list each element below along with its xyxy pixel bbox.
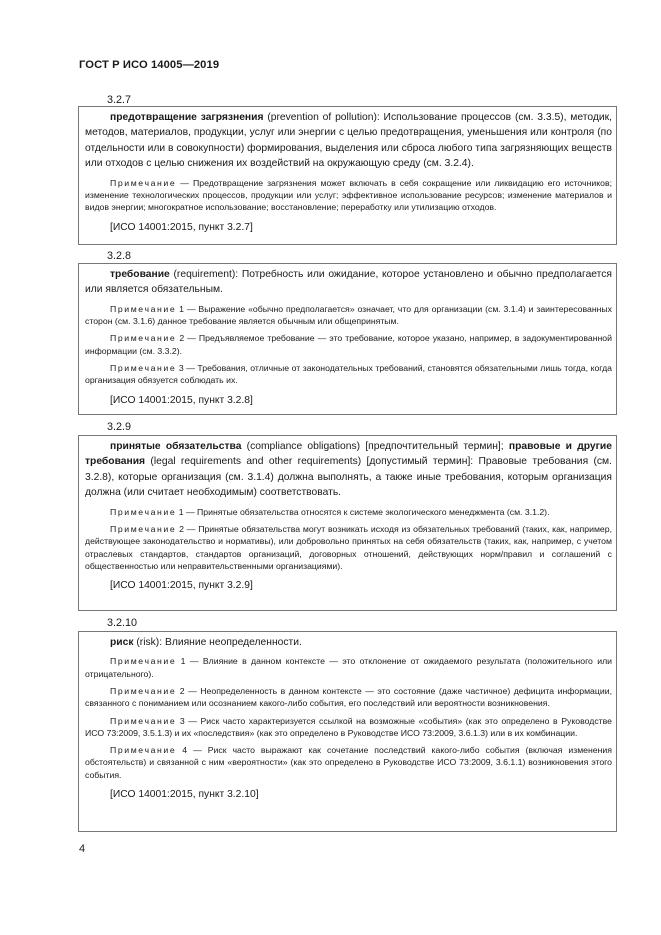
source-reference: [ИСО 14001:2015, пункт 3.2.7]: [110, 221, 253, 233]
term-box-3-2-9: [78, 435, 617, 611]
term-box-3-2-8: [78, 263, 617, 415]
note: [85, 362, 612, 387]
document-header: ГОСТ Р ИСО 14005—2019: [79, 59, 220, 71]
term-box-3-2-10: [78, 631, 617, 832]
entry-number: 3.2.8: [107, 250, 132, 262]
note: [85, 303, 612, 328]
note-label: Примечание: [110, 686, 177, 696]
term: принятые обязательства: [110, 441, 242, 452]
note-label: Примечание: [110, 745, 177, 756]
note-text: 4 — Риск часто выражают как сочетание последствий какого-либо события (включая изменения обстоятельств) и связанной с ним «вероятности» (как это определено в Руководстве ИСО 73:2009, 3.6.1.1) возникновения этого события.: [85, 745, 612, 780]
note: [85, 523, 612, 572]
note: [85, 715, 612, 740]
note-label: Примечание: [110, 333, 177, 344]
definition-text: (compliance obligations) [предпочтительный термин];: [241, 441, 509, 452]
note: [85, 332, 612, 357]
note: [85, 655, 612, 680]
term-box-3-2-7: [78, 106, 617, 245]
term-definition: [85, 110, 612, 172]
note-text: 1 — Выражение «обычно предполагается» означает, что для организации (см. 3.1.4) и заинтересованных сторон (см. 3.1.6) данное требование является обычным или общепринятым.: [85, 303, 612, 327]
note-label: Примечание: [110, 177, 177, 188]
definition-text: (risk): Влияние неопределенности.: [133, 637, 302, 648]
note-label: Примечание: [110, 303, 177, 314]
source-reference: [ИСО 14001:2015, пункт 3.2.10]: [110, 789, 259, 801]
term-definition: [85, 267, 612, 298]
note-label: Примечание: [110, 506, 177, 517]
definition-text: (legal requirements and other requirements) [допустимый термин]: Правовые требования (см. 3.2.8), которые организация (см. 3.1.4) должна выполнять, а также иные требования, которым организация должна (или считает необходимым) соответствовать.: [85, 456, 612, 499]
term: риск: [110, 637, 134, 648]
note-text: 2 — Неопределенность в данном контексте — это состояние (даже частичное) дефицита информации, связанного с пониманием или осознанием какого-либо события, его последствий или вероятности возникновения.: [85, 686, 612, 709]
entry-number: 3.2.10: [107, 617, 138, 629]
term: требование: [110, 269, 170, 280]
note-text: 1 — Влияние в данном контексте — это отклонение от ожидаемого результата (положительного или отрицательного).: [85, 656, 612, 679]
note: [85, 506, 612, 518]
term-definition: [85, 635, 612, 650]
note-label: Примечание: [110, 715, 177, 726]
term-alt: правовые и другие требования: [85, 441, 612, 468]
note-text: 2 — Предъявляемое требование — это требование, которое указано, например, в задокументированной информации (см. 3.3.2).: [85, 333, 612, 356]
note-label: Примечание: [110, 523, 177, 534]
note-text: 2 — Принятые обязательства могут возникать исходя из обязательных требований (таких, как, например, действующее законодательство и нормативы), или добровольно принятых на себя обязательств (таких, как, например, с учетом отраслевых стандартов, стандартов организаций, договорных отношений, действующих норм/правил и соглашений с общественностью или неправительственными организациями).: [85, 523, 612, 571]
page-number: 4: [79, 843, 86, 855]
note-text: 1 — Принятые обязательства относятся к системе экологического менеджмента (см. 3.1.2).: [176, 506, 550, 517]
note: [85, 177, 612, 214]
note: [85, 744, 612, 781]
note-label: Примечание: [110, 363, 177, 373]
note: [85, 685, 612, 710]
note-label: Примечание: [110, 656, 177, 667]
source-reference: [ИСО 14001:2015, пункт 3.2.9]: [110, 580, 253, 592]
term: предотвращение загрязнения: [110, 112, 264, 123]
definition-text: (requirement): Потребность или ожидание, которое установлено и обычно предполагается или является обязательным.: [85, 269, 612, 296]
source-reference: [ИСО 14001:2015, пункт 3.2.8]: [110, 394, 253, 406]
term-definition: [85, 439, 612, 501]
entry-number: 3.2.7: [107, 94, 132, 106]
note-text: — Предотвращение загрязнения может включать в себя сокращение или ликвидацию его источников; изменение технологических процессов, продукции или услуг; эффективное использование ресурсов; изменение материалов и видов энергии; многократное использование; восстановление; переработку или утилизацию отходов.: [85, 177, 612, 213]
entry-number: 3.2.9: [107, 421, 132, 433]
note-text: 3 — Требования, отличные от законодательных требований, становятся обязательными лишь тогда, когда организация обязуется соблюдать их.: [85, 363, 612, 386]
note-text: 3 — Риск часто характеризуется ссылкой на возможные «события» (как это определено в Руководстве ИСО 73:2009, 3.5.1.3) и их «последствия» (как это определено в Руководстве ИСО 73:2009, 3.6.1.3) или в их комбинации.: [85, 715, 612, 738]
definition-text: (prevention of pollution): Использование процессов (см. 3.3.5), методик, методов, материалов, продукции, услуг или энергии с целью предотвращения, уменьшения или контроля (по отдельности или в совокупности) формирования, выделения или сброса любого типа загрязняющих веществ или отходов с целью снижения их воздействий на окружающую среду (см. 3.2.4).: [85, 112, 612, 170]
